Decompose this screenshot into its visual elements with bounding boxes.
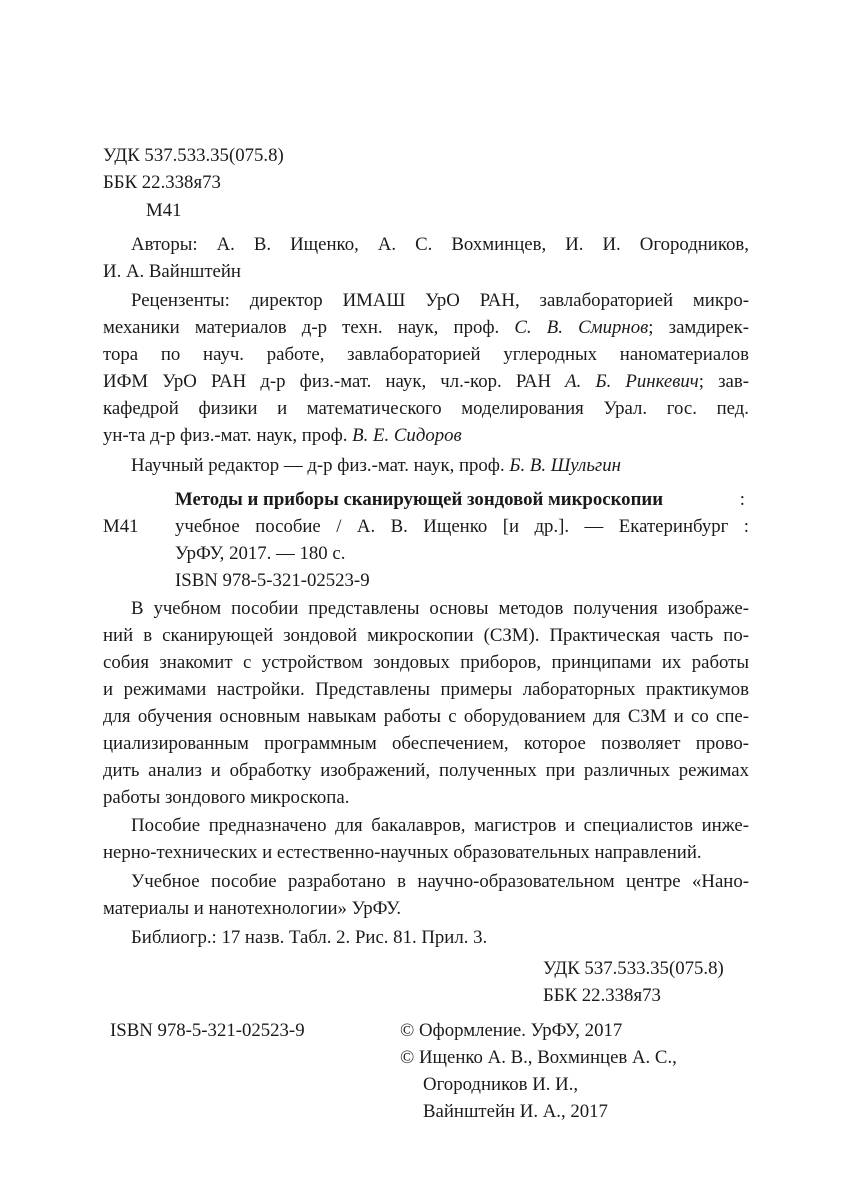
- authors-line: [131, 231, 749, 258]
- reviewers-line: кафедрой физики и математического моделирования Урал. гос. пед.: [103, 398, 749, 419]
- copyright-line: Вайнштейн И. А., 2017: [423, 1101, 608, 1122]
- abstract-line: и режимами настройки. Представлены примеры лабораторных практикумов: [103, 679, 749, 700]
- footer-bbk: ББК 22.338я73: [543, 985, 661, 1006]
- book-title: Методы и приборы сканирующей зондовой микроскопии: [175, 489, 664, 510]
- copyright-line: © Оформление. УрФУ, 2017: [400, 1020, 623, 1041]
- copyright-line: © Ищенко А. В., Вохминцев А. С.,: [400, 1047, 677, 1068]
- reviewers-line: Рецензенты: директор ИМАШ УрО РАН, завлабораторией микро-: [131, 290, 749, 311]
- catalog-isbn: ISBN 978-5-321-02523-9: [175, 570, 370, 591]
- catalog-line: УрФУ, 2017. — 180 с.: [175, 543, 346, 564]
- footer-isbn: ISBN 978-5-321-02523-9: [110, 1020, 305, 1041]
- abstract-line: собия знакомит с устройством зондовых приборов, принципами их работы: [103, 652, 749, 673]
- book-title-line: Методы и приборы сканирующей зондовой микроскопии :: [175, 489, 745, 510]
- abstract-line: циализированным программным обеспечением, которое позволяет прово-: [103, 733, 749, 754]
- reviewers-line: механики материалов д-р техн. наук, проф. С. В. Смирнов; замдирек-: [103, 317, 749, 338]
- catalog-mark: М41: [103, 516, 139, 537]
- bbk-code: ББК 22.338я73: [103, 172, 221, 193]
- abstract-line: работы зондового микроскопа.: [103, 787, 350, 808]
- author-name: А. В. Ищенко,: [216, 234, 359, 255]
- editor-line: Научный редактор — д-р физ.-мат. наук, проф. Б. В. Шульгин: [131, 455, 621, 476]
- reviewers-line: ИФМ УрО РАН д-р физ.-мат. наук, чл.-кор. РАН А. Б. Ринкевич; зав-: [103, 371, 749, 392]
- copyright-line: Огородников И. И.,: [423, 1074, 579, 1095]
- abstract-line: материалы и нанотехнологии» УрФУ.: [103, 898, 402, 919]
- author-mark: М41: [146, 200, 182, 221]
- bibliography-line: Библиогр.: 17 назв. Табл. 2. Рис. 81. Прил. 3.: [131, 927, 488, 948]
- catalog-line: учебное пособие / А. В. Ищенко [и др.]. — Екатеринбург :: [175, 516, 749, 537]
- reviewer-name: С. В. Смирнов: [514, 317, 649, 338]
- editor-name: Б. В. Шульгин: [509, 455, 621, 476]
- abstract-line: В учебном пособии представлены основы методов получения изображе-: [131, 598, 749, 619]
- reviewer-name: А. Б. Ринкевич: [565, 371, 699, 392]
- abstract-line: ний в сканирующей зондовой микроскопии (СЗМ). Практическая часть по-: [103, 625, 749, 646]
- author-name: А. С. Вохминцев,: [377, 234, 547, 255]
- reviewers-line: ун-та д-р физ.-мат. наук, проф. В. Е. Сидоров: [103, 425, 462, 446]
- authors-label: Авторы:: [131, 234, 198, 255]
- footer-udk: УДК 537.533.35(075.8): [543, 958, 724, 979]
- abstract-line: Пособие предназначено для бакалавров, магистров и специалистов инже-: [131, 815, 749, 836]
- abstract-line: дить анализ и обработку изображений, полученных при различных режимах: [103, 760, 749, 781]
- author-name: И. А. Вайнштейн: [103, 261, 241, 282]
- reviewer-name: В. Е. Сидоров: [352, 425, 462, 446]
- abstract-line: нерно-технических и естественно-научных образовательных направлений.: [103, 842, 702, 863]
- abstract-line: Учебное пособие разработано в научно-образовательном центре «Нано-: [131, 871, 749, 892]
- author-name: И. И. Огородников,: [565, 234, 749, 255]
- udk-code: УДК 537.533.35(075.8): [103, 145, 284, 166]
- abstract-line: для обучения основным навыкам работы с оборудованием для СЗМ и со спе-: [103, 706, 749, 727]
- reviewers-line: тора по науч. работе, завлабораторией углеродных наноматериалов: [103, 344, 749, 365]
